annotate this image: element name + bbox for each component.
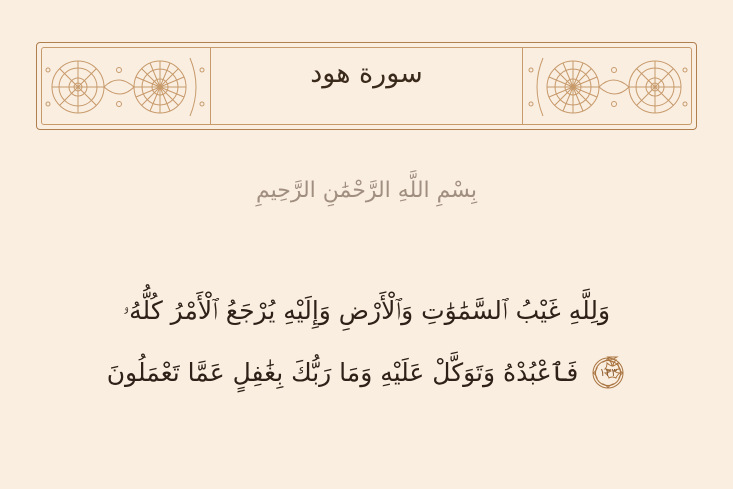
basmala-text: بِسْمِ اللَّهِ الرَّحْمَٰنِ الرَّحِيمِ [255, 178, 478, 203]
ayah-number: ١٢٣ [599, 366, 618, 379]
ayah-line-2-row [52, 342, 681, 404]
ayah-line-1: وَلِلَّهِ غَيْبُ ٱلسَّمَٰوَٰتِ وَٱلْأَرْضِ وَإِلَيْهِ يُرْجَعُ ٱلْأَمْرُ كُلُّهُۥ [122, 296, 611, 325]
ayah-end-marker-icon [590, 355, 626, 391]
ayah-body [52, 280, 681, 404]
ayah-line-2: فَٱعْبُدْهُ وَتَوَكَّلْ عَلَيْهِ وَمَا رَبُّكَ بِغَٰفِلٍ عَمَّا تَعْمَلُونَ [106, 358, 579, 387]
surah-title: سورة هود [310, 58, 423, 89]
